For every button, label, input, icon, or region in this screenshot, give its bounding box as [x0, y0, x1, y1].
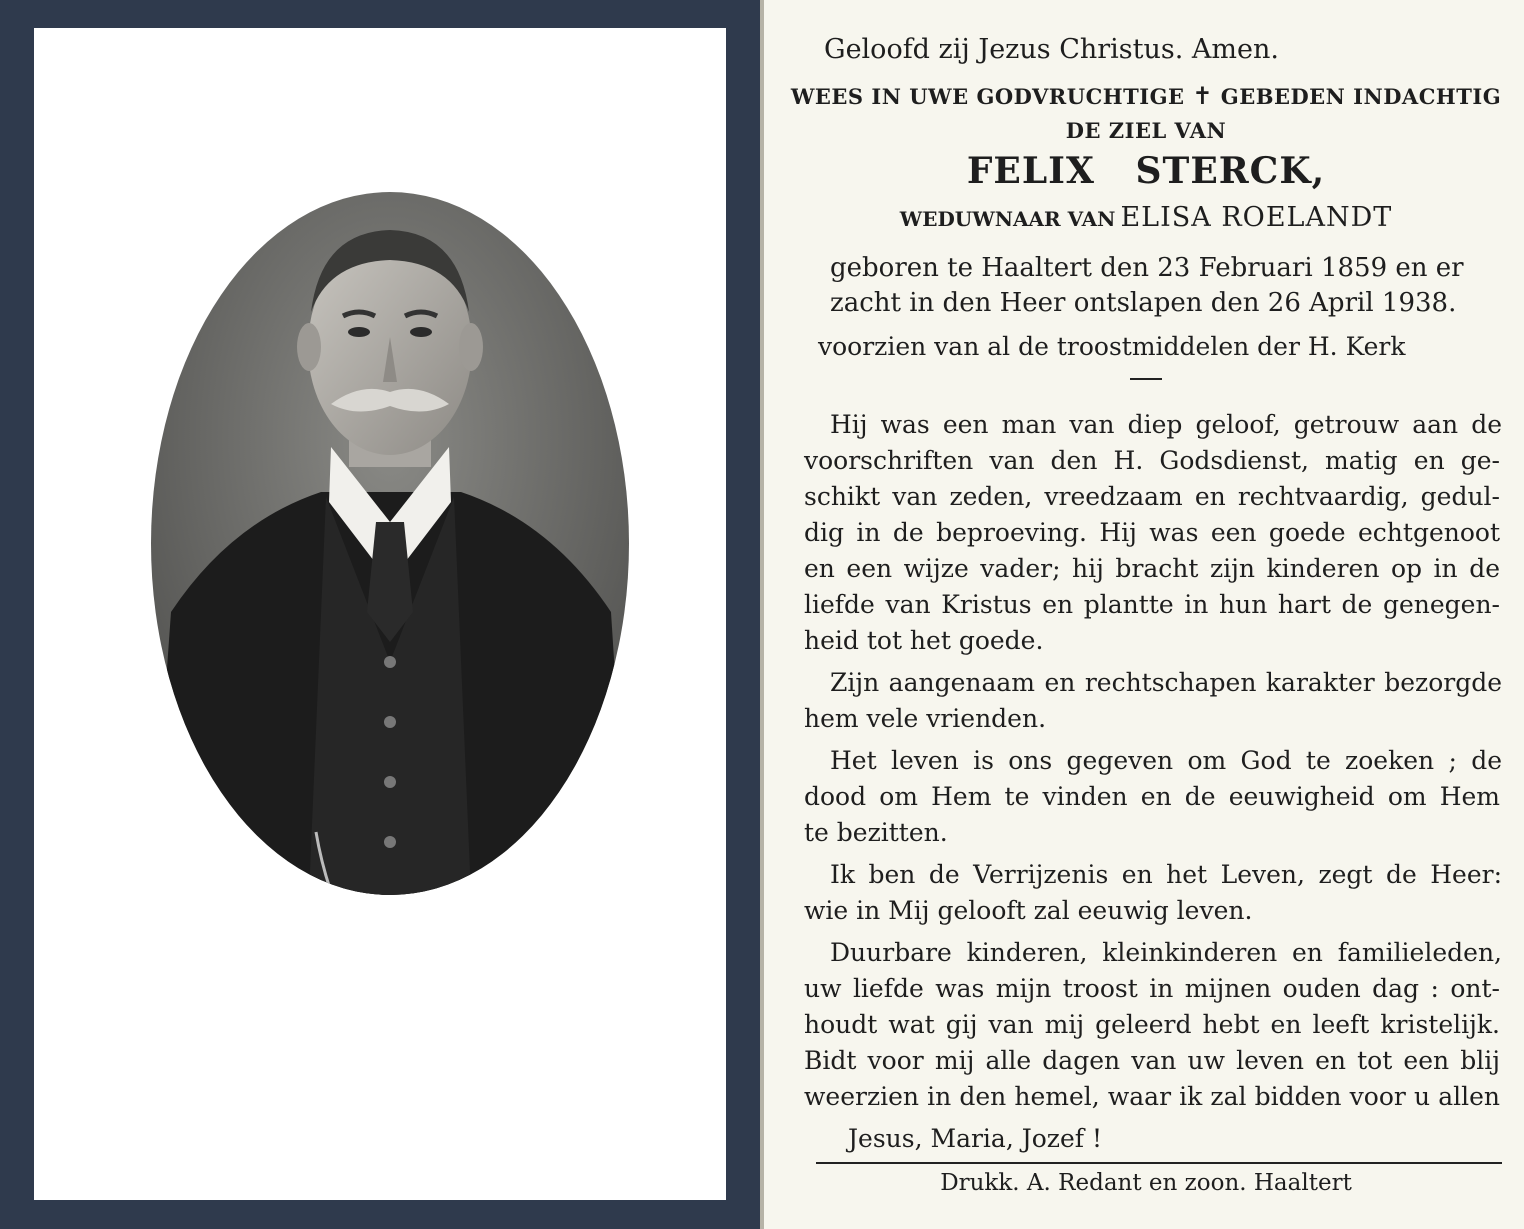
para2-line1: Zijn aangenaam en rechtschapen karakter bezorgde [830, 668, 1502, 697]
para5-line5: weerzien in den hemel, waar ik zal bidden voor u allen [804, 1082, 1500, 1111]
closing-invocation: Jesus, Maria, Jozef ! [848, 1124, 1103, 1153]
prayer-line-part1: WEES IN UWE GODVRUCHTIGE [790, 84, 1185, 109]
para1-line1: Hij was een man van diep geloof, getrouw aan de [830, 410, 1502, 439]
prayer-line-part2: GEBEDEN INDACHTIG [1220, 84, 1502, 109]
para4-line1: Ik ben de Verrijzenis en het Leven, zegt de Heer: [830, 860, 1502, 889]
para4-line2: wie in Mij gelooft zal eeuwig leven. [804, 896, 1253, 925]
para3-line3: te bezitten. [804, 818, 948, 847]
portrait-card-inner [34, 28, 726, 1200]
cross-icon: ✝ [1192, 82, 1213, 110]
para5-line1: Duurbare kinderen, kleinkinderen en familieleden, [830, 938, 1502, 967]
para1-line6: liefde van Kristus en plantte in hun hart de genegen- [804, 590, 1500, 619]
para5-line3: houdt wat gij van mij geleerd hebt en leeft kristelijk. [804, 1010, 1500, 1039]
para1-line5: en een wijze vader; hij bracht zijn kinderen op in de [804, 554, 1500, 583]
para1-line3: schikt van zeden, vreedzaam en rechtvaardig, gedul- [804, 482, 1500, 511]
sacraments-line: voorzien van al de troostmiddelen der H. Kerk [818, 332, 1406, 361]
death-line: zacht in den Heer ontslapen den 26 April 1938. [830, 288, 1457, 318]
widower-prefix: WEDUWNAAR VAN [899, 207, 1116, 231]
printer-divider [816, 1162, 1502, 1164]
printer-imprint: Drukk. A. Redant en zoon. Haaltert [940, 1170, 1352, 1196]
widower-line [764, 202, 1524, 233]
invocation: Geloofd zij Jezus Christus. Amen. [824, 34, 1279, 65]
para1-line2: voorschriften van den H. Godsdienst, matig en ge- [804, 446, 1500, 475]
para3-line2: dood om Hem te vinden en de eeuwigheid om Hem [804, 782, 1500, 811]
para5-line2: uw liefde was mijn troost in mijnen ouden dag : ont- [804, 974, 1500, 1003]
portrait-photo-oval [151, 192, 629, 895]
birth-line: geboren te Haaltert den 23 Februari 1859 en er [830, 253, 1464, 283]
para1-line7: heid tot het goede. [804, 626, 1044, 655]
para1-line4: dig in de beproeving. Hij was een goede echtgenoot [804, 518, 1500, 547]
portrait-card [0, 0, 760, 1229]
prayer-line [764, 82, 1524, 110]
deceased-name: FELIX STERCK, [966, 150, 1326, 192]
soul-of-label: DE ZIEL VAN [1065, 118, 1227, 143]
memorial-text-card [760, 0, 1524, 1229]
para3-line1: Het leven is ons gegeven om God te zoeken ; de [830, 746, 1502, 775]
para2-line2: hem vele vrienden. [804, 704, 1047, 733]
short-divider [1130, 378, 1162, 380]
spouse-name: ELISA ROELANDT [1120, 202, 1393, 233]
para5-line4: Bidt voor mij alle dagen van uw leven en tot een blij [804, 1046, 1500, 1075]
